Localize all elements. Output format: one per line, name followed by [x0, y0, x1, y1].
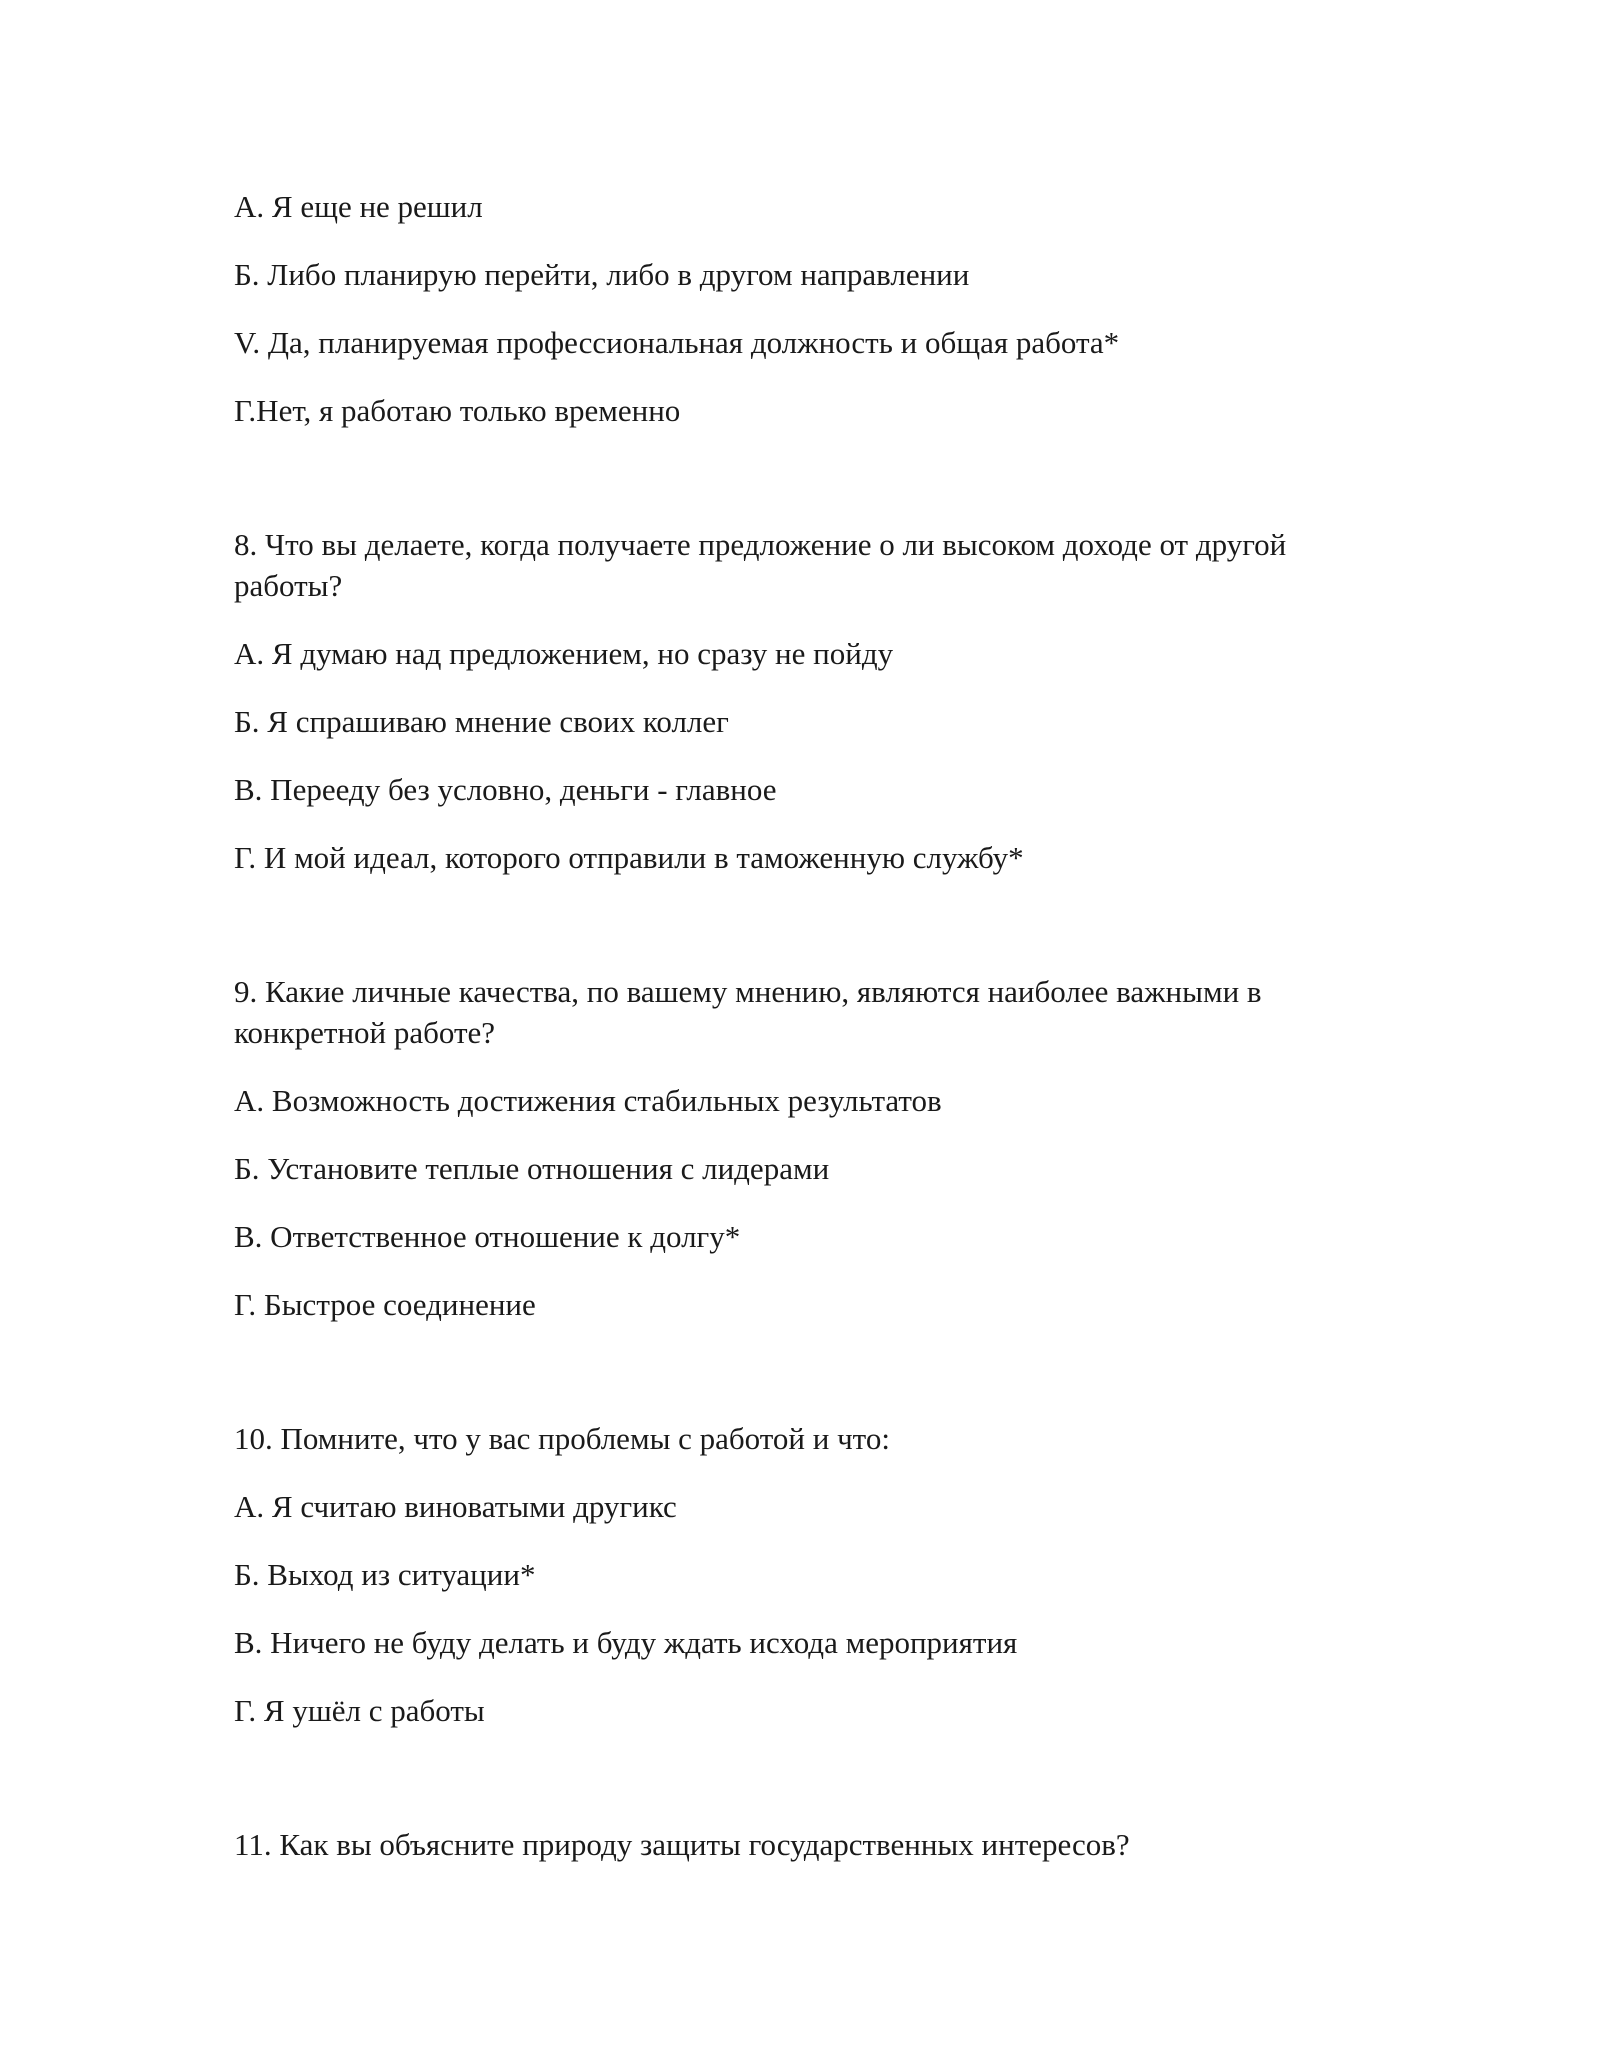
block-spacer — [234, 1758, 1364, 1824]
answer-option: Б. Я спрашиваю мнение своих коллег — [234, 704, 729, 739]
answer-option: Б. Либо планирую перейти, либо в другом направлении — [234, 257, 970, 292]
answer-option: А. Я еще не решил — [234, 189, 483, 224]
block-spacer — [234, 458, 1364, 524]
answer-option: Г. И мой идеал, которого отправили в таможенную службу* — [234, 840, 1024, 875]
answer-option: В. Ответственное отношение к долгу* — [234, 1219, 741, 1254]
question-text: 9. Какие личные качества, по вашему мнению, являются наиболее важными в конкретной работе? — [234, 974, 1262, 1050]
answer-option: А. Я считаю виноватыми другикс — [234, 1489, 677, 1524]
answer-option: Г. Я ушёл с работы — [234, 1693, 485, 1728]
question-text: 11. Как вы объясните природу защиты государственных интересов? — [234, 1827, 1130, 1862]
question-text: 8. Что вы делаете, когда получаете предложение о ли высоком доходе от другой работы? — [234, 527, 1287, 603]
question-block-8 — [234, 524, 1364, 878]
answer-option: Б. Установите теплые отношения с лидерами — [234, 1151, 830, 1186]
answer-option: А. Я думаю над предложением, но сразу не пойду — [234, 636, 894, 671]
answer-option: V. Да, планируемая профессиональная должность и общая работа* — [234, 325, 1120, 360]
answer-option: А. Возможность достижения стабильных результатов — [234, 1083, 942, 1118]
block-spacer — [234, 1352, 1364, 1418]
question-text: 10. Помните, что у вас проблемы с работой и что: — [234, 1421, 890, 1456]
question-block-10 — [234, 1418, 1364, 1731]
question-block-11 — [234, 1824, 1364, 1865]
answer-option: Б. Выход из ситуации* — [234, 1557, 536, 1592]
answer-option: Г.Нет, я работаю только временно — [234, 393, 681, 428]
document-content — [234, 186, 1364, 1892]
answer-option: В. Ничего не буду делать и буду ждать исхода мероприятия — [234, 1625, 1018, 1660]
block-spacer — [234, 905, 1364, 971]
answer-option: Г. Быстрое соединение — [234, 1287, 536, 1322]
answer-block-continued — [234, 186, 1364, 431]
question-block-9 — [234, 971, 1364, 1325]
answer-option: В. Перееду без условно, деньги - главное — [234, 772, 777, 807]
